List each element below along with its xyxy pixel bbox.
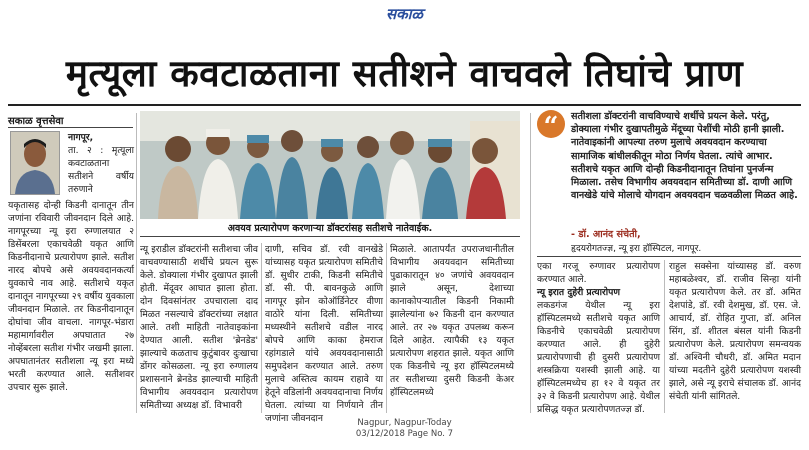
article-column-6: राहुल सक्सेना यांच्यासह डॉ. वरुण महाबळेश्वर, डॉ. राजीव सिन्हा यांनी यकृत प्रत्यारोपण केले. तर डॉ. अमित देशपांडे, डॉ. रवी देशमुख, डॉ. एस. जे. आचार्य, डॉ. रोहित गुप्ता, डॉ. अनिल सिंग, डॉ. शीतल बंसल यांनी किडनी प्रत्यारोपण केले. प्रत्यारोपण समन्वयक डॉ. अश्विनी चौधरी, डॉ. अमित मदान यांच्या मदतीने दुहेरी प्रत्यारोपण यशस्वी झाले, असे न्यू इराचे संचालक डॉ. आनंद संचेती यांनी सांगितले. <box>669 261 801 402</box>
article-column-3: दाणी, सचिव डॉ. रवी वानखेडे यांच्यासह यकृत प्रत्यारोपण समितीचे डॉ. सुधीर टाकी, किडनी समितीचे डॉ. सी. पी. बावनकुळे आणि नागपूर झोन कोऑर्डिनेटर वीणा वाठोरे यांना दिली. समितीच्या मध्यस्थीने सतीशचे वडील नारद बोपचे आणि काका हेमराज रहांगडाले यांचे अवयवदानासाठी समुपदेशन करण्यात आले. तरुण मुलाचे अस्तित्व कायम राहावे या हेतूने वडिलांनी अवयवदानाचा निर्णय घेतला. त्यांच्या या निर्णयाने तीन जणांना जीवनदान <box>265 244 383 424</box>
headline-rule <box>8 104 801 106</box>
article-column-5 <box>537 260 660 416</box>
quote-mark-icon: “ <box>537 110 565 138</box>
group-photo-image <box>140 111 520 219</box>
photo-caption: अवयव प्रत्यारोपण करणाऱ्या डॉक्टरांसह सतीशचे नातेवाईक. <box>227 223 433 234</box>
article-column-1: यकृतासह दोन्ही किडनी दानातून तीन जणांना रविवारी जीवनदान दिले आहे. नागपूरच्या न्यू इरा रुग्णालयात २ डिसेंबरला एकाचवेळी यकृत आणि किडनीदानाचे प्रत्यारोपण झाले. सतीश नारद बोपचे असे अवयवदानकर्त्या युवकाचे नाव आहे. सतीशचे यकृत दानातून नागपूरच्या २९ वर्षीय युवकाला जीवनदान मिळाले. तर किडनीदानातून दोघांचा जीव वाचला. नागपूर-भंडारा महामार्गावरील अपघातात २७ नोव्हेंबरला सतीश गंभीर जखमी झाला. अपघातानंतर सतीशला न्यू इरा मध्ये भरती करण्यात आले. सतीशवर उपचार सुरू झाले. <box>8 200 134 393</box>
group-photo <box>140 111 520 219</box>
footer-source: Nagpur, Nagpur-Today <box>357 418 452 428</box>
column-divider <box>261 243 262 413</box>
column-divider <box>386 243 387 413</box>
subheading-double-transplant: न्यू इरात दुहेरी प्रत्यारोपण <box>537 287 621 298</box>
quote-author: - डॉ. आनंद संचेती, <box>571 229 641 240</box>
headline: मृत्यूला कवटाळताना सतीशने वाचवले तिघांचे प्राण <box>65 52 744 95</box>
pull-quote: सतीशला डॉक्टरांनी वाचविण्याचे शर्थीचे प्रयत्न केले. परंतु, डोक्याला गंभीर दुखापतीमुळे मेंदूच्या पेशींची मोठी हानी झाली. नातेवाइकांनी आपल्या तरुण मुलाचे अवयवदान करण्याचा सामाजिक बांधीलकीतून मोठा निर्णय घेतला. त्यांचे आभार. सतीशचे यकृत आणि दोन्ही किडनीदानातून तिघांना पुनर्जन्म मिळाला. तसेच विभागीय अवयवदान समितीच्या डॉ. दाणी आणि वानखेडे यांचे मोलाचे योगदान अवयवदान चळवळीला मिळत आहे. <box>571 111 798 202</box>
article-column-4: मिळाले. आतापर्यंत उपराजधानीतील विभागीय अवयवदान समितीच्या पुढाकारातून ४० जणांचे अवयवदान झाले असून, देशाच्या कानाकोपऱ्यातील किडनी निकामी झालेल्यांना ७२ किडनी दान करण्यात आले. तर २७ यकृत उपलब्ध करून दिले आहेत. त्यापैकी १३ यकृत प्रत्यारोपण शहरात झाले. यकृत आणि एक किडनीचे न्यू इरा हॉस्पिटलमध्ये तर सतीशच्या दुसरी किडनी केअर हॉस्पिटलमध्ये <box>390 244 514 398</box>
byline: सकाळ वृत्तसेवा <box>8 116 64 127</box>
byline-rule <box>8 127 133 128</box>
dateline-place: नागपूर, <box>68 132 94 143</box>
caption-rule <box>140 236 520 237</box>
portrait-image <box>11 132 59 194</box>
quote-author-role: हृदयरोगतज्ज्ञ, न्यू इरा हॉस्पिटल, नागपूर. <box>571 244 702 254</box>
column-divider <box>136 113 137 413</box>
column-5-intro: एका गरजू रुग्णावर प्रत्यारोपण करण्यात आले. <box>537 261 660 285</box>
article-column-2: न्यू इराडील डॉक्टरांनी सतीशचा जीव वाचवण्यासाठी शर्थीचे प्रयत्न सुरू केले. डोक्याला गंभीर दुखापत झाली होती. मेंदूवर आघात झाला होता. दोन दिवसांनंतर उपचाराला दाद मिळत नसल्याचे डॉक्टरांच्या लक्षात आले. तशी माहिती नातेवाइकांना देण्यात आली. सतीश 'ब्रेनडेड' झाल्याचे कळताच कुटुंबावर दुःखाचा डोंगर कोसळला. न्यू इरा रुग्णालय प्रशासनाने ब्रेनडेड झाल्याची माहिती विभागीय अवयवदान प्रत्यारोपण समितीच्या अध्यक्ष डॉ. विभावरी <box>140 244 258 411</box>
page-footer <box>0 418 809 440</box>
quote-rule <box>537 256 801 257</box>
column-divider <box>664 260 665 413</box>
victim-portrait <box>10 131 60 195</box>
lead-text: ता. २ : मृत्यूला कवटाळताना सतीशने वर्षीय तरुणाने <box>68 145 134 195</box>
column-5-body: लकडगंज येथील न्यू इरा हॉस्पिटलमध्ये सतीशचे यकृत आणि किडनीचे एकाचवेळी प्रत्यारोपण करण्यात आले. ही दुहेरी प्रत्यारोपणाची ही दुसरी प्रत्यारोपण शस्त्रक्रिया यशस्वी झाली आहे. या हॉस्पिटलमध्येच हा १२ वे यकृत तर ३२ वे किडनी प्रत्यारोपण आहे. येथील प्रसिद्ध यकृत प्रत्यारोपणतज्ज्ञ डॉ. <box>537 300 660 415</box>
masthead: सकाळ <box>386 5 423 23</box>
column-divider <box>530 113 531 413</box>
footer-date-page: 03/12/2018 Page No. 7 <box>355 429 454 439</box>
